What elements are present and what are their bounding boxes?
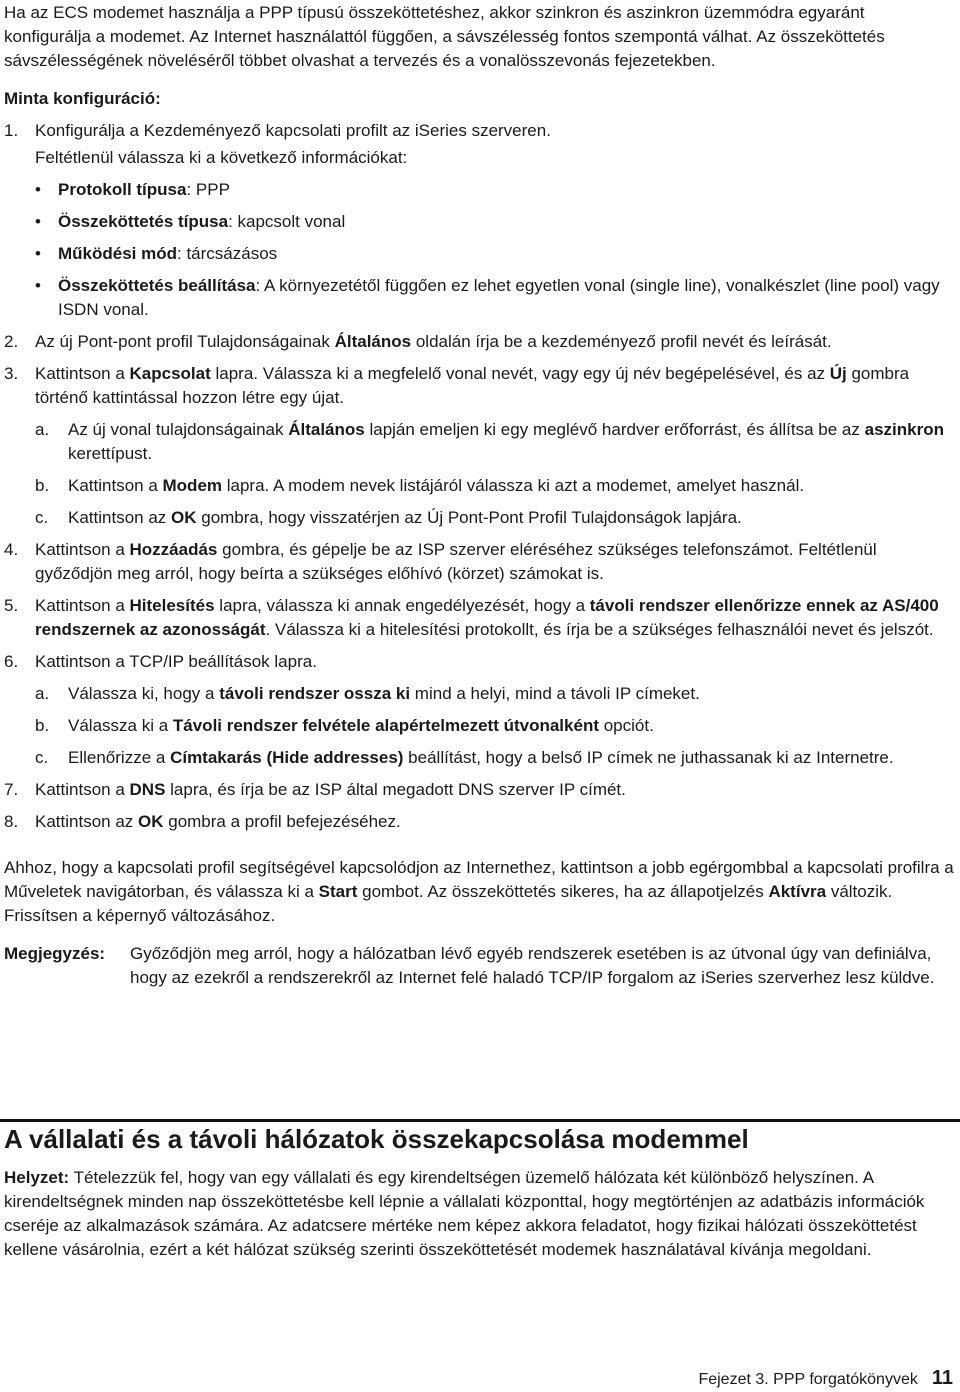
bullet-value: : tárcsázásos bbox=[177, 244, 278, 263]
step-bold-text: aszinkron bbox=[864, 420, 944, 439]
step-6c bbox=[35, 746, 954, 770]
list-item bbox=[35, 242, 954, 266]
step-5 bbox=[4, 594, 954, 642]
section-body bbox=[4, 1166, 954, 1262]
bullet-icon: • bbox=[35, 212, 41, 231]
step-text: beállítást, hogy a belső IP címek ne juthassanak ki az Internetre. bbox=[403, 748, 894, 767]
step-text: oldalán írja be a kezdeményező profil nevét és leírását. bbox=[411, 332, 832, 351]
step-text: lapra, és írja be az ISP által megadott DNS szerver IP címét. bbox=[165, 780, 626, 799]
step-text: Kattintson a bbox=[35, 364, 130, 383]
paragraph-text: Ahhoz, hogy a kapcsolati profil segítségével kapcsolódjon az Internethez, kattintson a jobb egérgombbal a kapcsolati profilra a Műveletek navigátorban, és válassza ki a bbox=[4, 858, 954, 901]
document-body bbox=[4, 1, 954, 990]
step-bold-text: Általános bbox=[334, 332, 412, 351]
step-bold-text: OK bbox=[171, 508, 197, 527]
bullet-label: Összeköttetés beállítása bbox=[58, 276, 256, 295]
list-item bbox=[35, 178, 954, 202]
substep-letter: a. bbox=[35, 420, 50, 439]
situation-label: Helyzet: bbox=[4, 1168, 70, 1187]
bullet-label: Protokoll típusa bbox=[58, 180, 187, 199]
step-bold-text: Kapcsolat bbox=[129, 364, 211, 383]
step-6b bbox=[35, 714, 954, 738]
substep-letter: b. bbox=[35, 476, 50, 495]
step-number: 1. bbox=[4, 121, 19, 140]
step-number: 7. bbox=[4, 780, 19, 799]
step-text: Konfigurálja a Kezdeményező kapcsolati profilt az iSeries szerveren. bbox=[35, 121, 551, 140]
step-bold-text: távoli rendszer ellenőrizze ennek az AS/400 rendszernek az azonosságát bbox=[35, 596, 939, 639]
section-title: A vállalati és a távoli hálózatok összekapcsolása modemmel bbox=[4, 1124, 749, 1154]
step-number: 4. bbox=[4, 540, 19, 559]
step-text: gombra a profil befejezéséhez. bbox=[163, 812, 401, 831]
step-sub-intro: Feltétlenül válassza ki a következő információkat: bbox=[35, 148, 408, 167]
step-bold-text: Címtakarás (Hide addresses) bbox=[170, 748, 404, 767]
page-footer bbox=[698, 1366, 953, 1392]
step-6 bbox=[4, 650, 954, 674]
intro-paragraph: Ha az ECS modemet használja a PPP típusú összeköttetéshez, akkor szinkron és aszinkron üzemmódra egyaránt konfigurálja a modemet. Az Internet használattól függően, a sávszélesség fontos szempontá válhat. Az összeköttetés sávszélességének növeléséről többet olvashat a tervezés és a vonalösszevonás fejezetekben. bbox=[4, 3, 885, 70]
bullet-value: : kapcsolt vonal bbox=[228, 212, 346, 231]
step-text: Válassza ki a bbox=[68, 716, 173, 735]
list-item bbox=[35, 210, 954, 234]
bullet-icon: • bbox=[35, 180, 41, 199]
step-bold-text: távoli rendszer ossza ki bbox=[219, 684, 411, 703]
paragraph-text: változik. Frissítsen a képernyő változásához. bbox=[4, 882, 893, 925]
note-text: Győződjön meg arról, hogy a hálózatban lévő egyéb rendszerek esetében is az útvonal úgy van definiálva, hogy az ezekről a rendszerekről az Internet felé haladó TCP/IP forgalom az iSeries szerverhez lesz küldve. bbox=[130, 944, 935, 987]
step-text: lapján emeljen ki egy meglévő hardver erőforrást, és állítsa be az bbox=[364, 420, 865, 439]
step-text: kerettípust. bbox=[68, 444, 153, 463]
step-text: . Válassza ki a hitelesítési protokollt, és írja be a szükséges felhasználói nevet és jelszót. bbox=[265, 620, 934, 639]
substep-letter: a. bbox=[35, 684, 50, 703]
situation-text: Tételezzük fel, hogy van egy vállalati és egy kirendeltségen üzemelő hálózata két különböző helyszínen. A kirendeltségnek minden nap összeköttetésbe kell lépnie a vállalati központtal, hogy megtörténjen az adatbázis információk cseréje az alkalmazások számára. Az adatcsere mértéke nem képez akkora feladatot, hogy fizikai hálózati összeköttetést kellene vásárolnia, ezért a két hálózat szükség szerinti összeköttetését modemek használatával kívánja megoldani. bbox=[4, 1168, 925, 1259]
step-8 bbox=[4, 810, 954, 834]
step-3c bbox=[35, 506, 954, 530]
sample-config-heading: Minta konfiguráció: bbox=[4, 89, 161, 108]
bullet-value: : PPP bbox=[186, 180, 230, 199]
step-text: opciót. bbox=[599, 716, 654, 735]
paragraph-bold-text: Aktívra bbox=[768, 882, 827, 901]
note-label: Megjegyzés: bbox=[4, 944, 106, 963]
step-text: lapra. A modem nevek listájáról válassza ki azt a modemet, amelyet használ. bbox=[222, 476, 805, 495]
step-text: Az új Pont-pont profil Tulajdonságainak bbox=[35, 332, 335, 351]
step-bold-text: Hitelesítés bbox=[129, 596, 215, 615]
step-text: lapra, válassza ki annak engedélyezését, hogy a bbox=[214, 596, 590, 615]
paragraph-text: gombot. Az összeköttetés sikeres, ha az állapotjelzés bbox=[357, 882, 769, 901]
step-text: Kattintson az bbox=[35, 812, 139, 831]
step-text: Az új vonal tulajdonságainak bbox=[68, 420, 289, 439]
step-bold-text: Modem bbox=[162, 476, 223, 495]
step-text: gombra, és gépelje be az ISP szerver eléréséhez szükséges telefonszámot. Feltétlenül győződjön meg arról, hogy beírta a szükséges előhívó (körzet) számokat is. bbox=[35, 540, 877, 583]
footer-chapter: Fejezet 3. PPP forgatókönyvek bbox=[698, 1371, 918, 1388]
step-text: Kattintson a bbox=[35, 780, 130, 799]
step-text: gombra történő kattintással hozzon létre egy újat. bbox=[35, 364, 910, 407]
step-number: 6. bbox=[4, 652, 19, 671]
step-6a bbox=[35, 682, 954, 706]
note-block bbox=[4, 942, 954, 990]
substep-letter: b. bbox=[35, 716, 50, 735]
step-7 bbox=[4, 778, 954, 802]
page-number: 11 bbox=[931, 1367, 953, 1389]
after-paragraph bbox=[4, 856, 954, 928]
step-1 bbox=[4, 119, 954, 322]
step-text: Kattintson a TCP/IP beállítások lapra. bbox=[35, 652, 317, 671]
step-text: gombra, hogy visszatérjen az Új Pont-Pont Profil Tulajdonságok lapjára. bbox=[196, 508, 742, 527]
bullet-icon: • bbox=[35, 276, 41, 295]
step-bold-text: Távoli rendszer felvétele alapértelmezett útvonalként bbox=[172, 716, 599, 735]
step-3a bbox=[35, 418, 954, 466]
step-text: lapra. Válassza ki a megfelelő vonal nevét, vagy egy új név begépelésével, és az bbox=[210, 364, 830, 383]
substep-letter: c. bbox=[35, 748, 49, 767]
step-text: mind a helyi, mind a távoli IP címeket. bbox=[410, 684, 700, 703]
step-text: Válassza ki, hogy a bbox=[68, 684, 220, 703]
step-text: Ellenőrizze a bbox=[68, 748, 171, 767]
step-bold-text: DNS bbox=[129, 780, 166, 799]
bullet-icon: • bbox=[35, 244, 41, 263]
step-number: 8. bbox=[4, 812, 19, 831]
bullet-label: Működési mód bbox=[58, 244, 178, 263]
step-bold-text: Új bbox=[829, 364, 847, 383]
step-number: 2. bbox=[4, 332, 19, 351]
step-2 bbox=[4, 330, 954, 354]
list-item bbox=[35, 274, 954, 322]
step-bold-text: OK bbox=[138, 812, 164, 831]
bullet-value: : A környezetétől függően ez lehet egyetlen vonal (single line), vonalkészlet (line pool) vagy ISDN vonal. bbox=[58, 276, 940, 319]
step-number: 3. bbox=[4, 364, 19, 383]
step-text: Kattintson a bbox=[35, 540, 130, 559]
paragraph-bold-text: Start bbox=[318, 882, 358, 901]
step-bold-text: Általános bbox=[288, 420, 365, 439]
step-number: 5. bbox=[4, 596, 19, 615]
step-text: Kattintson a bbox=[35, 596, 130, 615]
step-3 bbox=[4, 362, 954, 410]
step-4 bbox=[4, 538, 954, 586]
substep-letter: c. bbox=[35, 508, 49, 527]
bullet-label: Összeköttetés típusa bbox=[58, 212, 229, 231]
step-text: Kattintson a bbox=[68, 476, 163, 495]
step-bold-text: Hozzáadás bbox=[129, 540, 218, 559]
step-3b bbox=[35, 474, 954, 498]
step-text: Kattintson az bbox=[68, 508, 172, 527]
situation-paragraph bbox=[4, 1166, 954, 1262]
